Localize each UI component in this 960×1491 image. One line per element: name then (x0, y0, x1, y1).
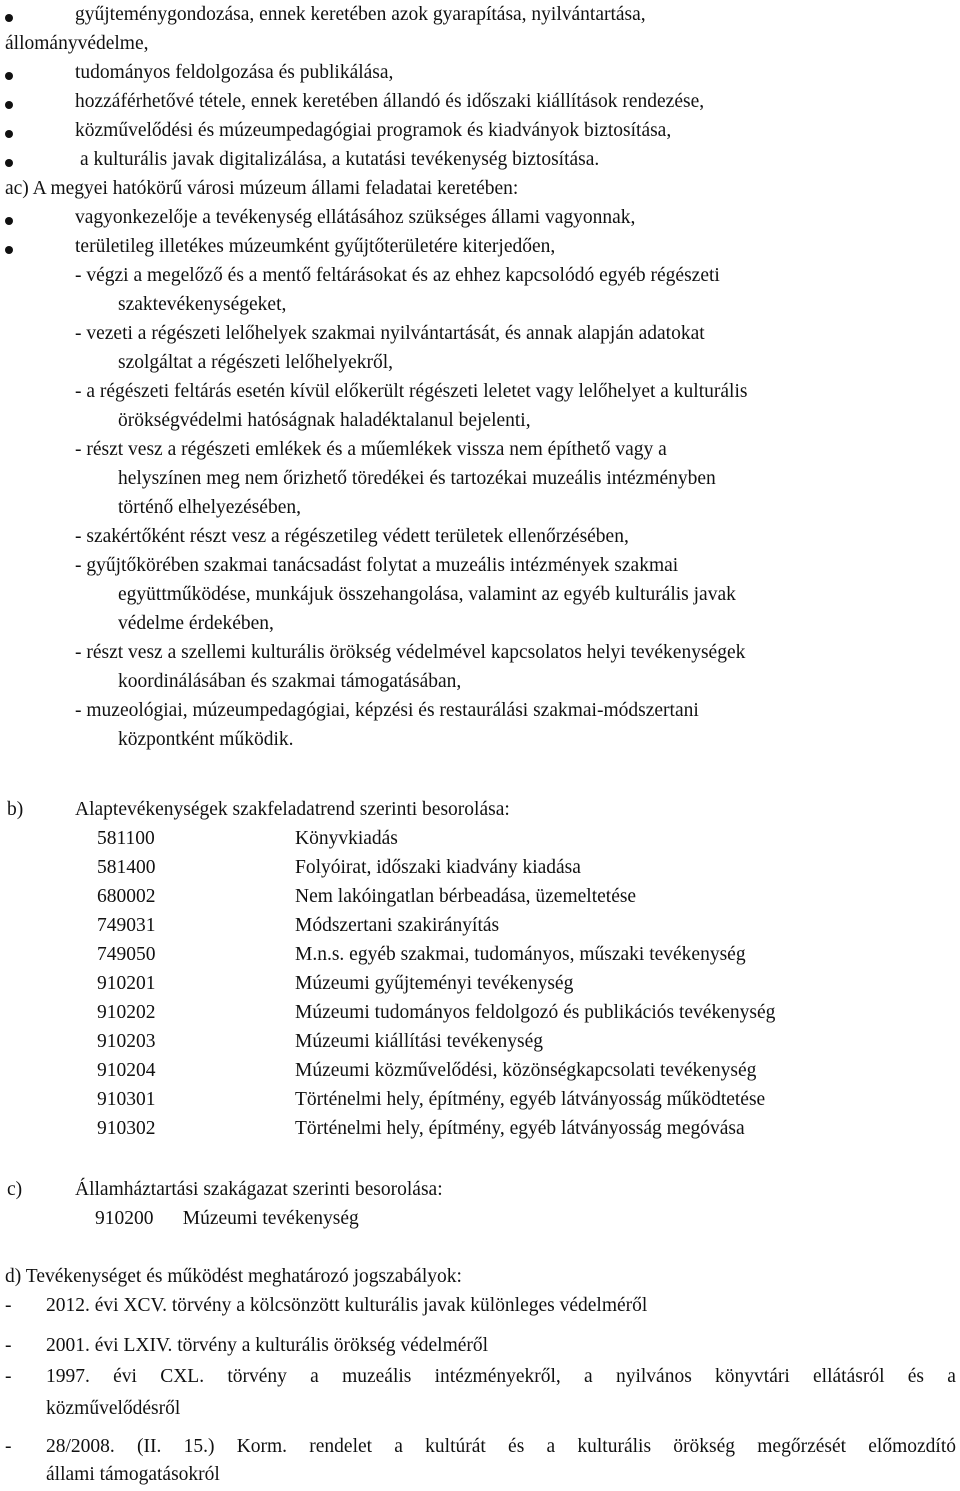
law-dash: - (5, 1366, 12, 1387)
justified-word: és (508, 1436, 525, 1457)
justified-word: intézményekről, (434, 1366, 561, 1387)
justified-word: 1997. (46, 1366, 90, 1387)
bullet-icon (5, 159, 13, 167)
collection-task-line: a kulturális javak digitalizálása, a kutatási tevékenység biztosítása. (80, 149, 600, 170)
activity-desc: Múzeumi gyűjteményi tevékenység (295, 973, 574, 994)
activity-code: 910204 (97, 1060, 156, 1081)
justified-word: örökség (673, 1436, 736, 1457)
activity-code: 910201 (97, 973, 156, 994)
law-item-cont: állami támogatásokról (46, 1464, 220, 1485)
justified-word: és (907, 1366, 924, 1387)
ac-dash-item: - vezeti a régészeti lelőhelyek szakmai nyilvántartását, és annak alapján adatokat (75, 323, 705, 344)
activity-desc: Múzeumi tudományos feldolgozó és publikációs tevékenység (295, 1002, 776, 1023)
justified-word: a (394, 1436, 403, 1457)
ac-dash-item-cont: szolgáltat a régészeti lelőhelyekről, (118, 352, 394, 373)
ac-dash-item: - muzeológiai, múzeumpedagógiai, képzési és restaurálási szakmai-módszertani (75, 700, 699, 721)
ac-dash-item: - a régészeti feltárás esetén kívül előkerült régészeti leletet vagy lelőhelyet a kulturális (75, 381, 748, 402)
bullet-icon (5, 246, 13, 254)
ac-bullet-item: vagyonkezelője a tevékenység ellátásához szükséges állami vagyonnak, (75, 207, 636, 228)
law-item: 2012. évi XCV. törvény a kölcsönzött kulturális javak különleges védelméről (46, 1295, 648, 1316)
section-ac-heading: ac) A megyei hatókörű városi múzeum állami feladatai keretében: (5, 178, 519, 199)
justified-word: kulturális (577, 1436, 652, 1457)
bullet-icon (5, 217, 13, 225)
ac-dash-item-cont: központként működik. (118, 729, 294, 750)
activity-desc: M.n.s. egyéb szakmai, tudományos, műszaki tevékenység (295, 944, 746, 965)
collection-task-line: tudományos feldolgozása és publikálása, (75, 62, 394, 83)
section-c-heading: Államháztartási szakágazat szerinti besorolása: (75, 1179, 443, 1200)
justified-word: a (546, 1436, 556, 1457)
law-item-justified (46, 1432, 956, 1461)
ac-dash-item: - szakértőként részt vesz a régészetileg védett területek ellenőrzésében, (75, 526, 629, 547)
justified-word: a (584, 1366, 593, 1387)
activity-desc: Múzeumi kiállítási tevékenység (295, 1031, 544, 1052)
collection-task-line: gyűjteménygondozása, ennek keretében azok gyarapítása, nyilvántartása, (75, 4, 646, 25)
justified-word: (II. (137, 1436, 162, 1457)
justified-word: megőrzését (757, 1436, 847, 1457)
activity-code: 581100 (97, 828, 155, 849)
section-c-row: 910200 Múzeumi tevékenység (95, 1208, 359, 1229)
ac-dash-item-cont: szaktevékenységeket, (118, 294, 287, 315)
ac-dash-item-cont: védelme érdekében, (118, 613, 274, 634)
ac-dash-item-cont: koordinálásában és szakmai támogatásában, (118, 671, 462, 692)
ac-dash-item-cont: helyszínen meg nem őrizhető töredékei és tartozékai muzeális intézményben (118, 468, 716, 489)
activity-code: 910302 (97, 1118, 156, 1139)
ac-bullet-item: területileg illetékes múzeumként gyűjtőterületére kiterjedően, (75, 236, 556, 257)
law-dash: - (5, 1436, 12, 1457)
activity-code: 910301 (97, 1089, 156, 1110)
justified-word: muzeális (342, 1366, 412, 1387)
law-dash: - (5, 1335, 12, 1356)
justified-word: 15.) (183, 1436, 215, 1457)
ac-dash-item-cont: örökségvédelmi hatóságnak haladéktalanul bejelenti, (118, 410, 531, 431)
justified-word: CXL. (160, 1366, 205, 1387)
activity-code: 910203 (97, 1031, 156, 1052)
collection-task-line: hozzáférhetővé tétele, ennek keretében állandó és időszaki kiállítások rendezése, (75, 91, 705, 112)
ac-dash-item-cont: együttműködése, munkájuk összehangolása, valamint az egyéb kulturális javak (118, 584, 736, 605)
section-c-label: c) (7, 1179, 23, 1200)
justified-word: nyilvános (615, 1366, 692, 1387)
law-item-cont: közművelődésről (46, 1398, 181, 1419)
law-item: 2001. évi LXIV. törvény a kulturális örökség védelméről (46, 1335, 489, 1356)
section-b-label: b) (7, 799, 24, 820)
justified-word: ellátásról (813, 1366, 885, 1387)
justified-word: előmozdító (868, 1436, 956, 1457)
bullet-icon (5, 130, 13, 138)
justified-word: 28/2008. (46, 1436, 115, 1457)
justified-word: kultúrát (425, 1436, 486, 1457)
ac-dash-item: - részt vesz a régészeti emlékek és a műemlékek vissza nem építhető vagy a (75, 439, 667, 460)
activity-code: 749031 (97, 915, 156, 936)
justified-word: törvény (227, 1366, 287, 1387)
activity-desc: Módszertani szakirányítás (295, 915, 500, 936)
activity-code: 749050 (97, 944, 156, 965)
section-b-heading: Alaptevékenységek szakfeladatrend szerinti besorolása: (75, 799, 510, 820)
justified-word: rendelet (309, 1436, 373, 1457)
justified-word: a (947, 1366, 956, 1387)
ac-dash-item: - végzi a megelőző és a mentő feltárásokat és az ehhez kapcsolódó egyéb régészeti (75, 265, 720, 286)
activity-desc: Történelmi hely, építmény, egyéb látványosság működtetése (295, 1089, 766, 1110)
bullet-icon (5, 14, 13, 22)
activity-code: 910202 (97, 1002, 156, 1023)
bullet-icon (5, 72, 13, 80)
ac-dash-item: - részt vesz a szellemi kulturális örökség védelmével kapcsolatos helyi tevékenységek (75, 642, 746, 663)
ac-dash-item: - gyűjtőkörében szakmai tanácsadást folytat a muzeális intézmények szakmai (75, 555, 679, 576)
activity-desc: Történelmi hely, építmény, egyéb látványosság megóvása (295, 1118, 745, 1139)
law-item-justified (46, 1362, 956, 1391)
collection-task-line: állományvédelme, (5, 33, 149, 54)
activity-code: 680002 (97, 886, 156, 907)
ac-dash-item-cont: történő elhelyezésében, (118, 497, 301, 518)
justified-word: könyvtári (715, 1366, 790, 1387)
collection-task-line: közművelődési és múzeumpedagógiai programok és kiadványok biztosítása, (75, 120, 672, 141)
activity-desc: Folyóirat, időszaki kiadvány kiadása (295, 857, 581, 878)
section-d-heading: d) Tevékenységet és működést meghatározó jogszabályok: (5, 1266, 462, 1287)
justified-word: Korm. (236, 1436, 288, 1457)
activity-desc: Könyvkiadás (295, 828, 398, 849)
activity-desc: Múzeumi közművelődési, közönségkapcsolati tevékenység (295, 1060, 757, 1081)
justified-word: évi (113, 1366, 137, 1387)
justified-word: a (310, 1366, 319, 1387)
activity-code: 581400 (97, 857, 156, 878)
bullet-icon (5, 101, 13, 109)
activity-desc: Nem lakóingatlan bérbeadása, üzemeltetése (295, 886, 637, 907)
law-dash: - (5, 1295, 12, 1316)
